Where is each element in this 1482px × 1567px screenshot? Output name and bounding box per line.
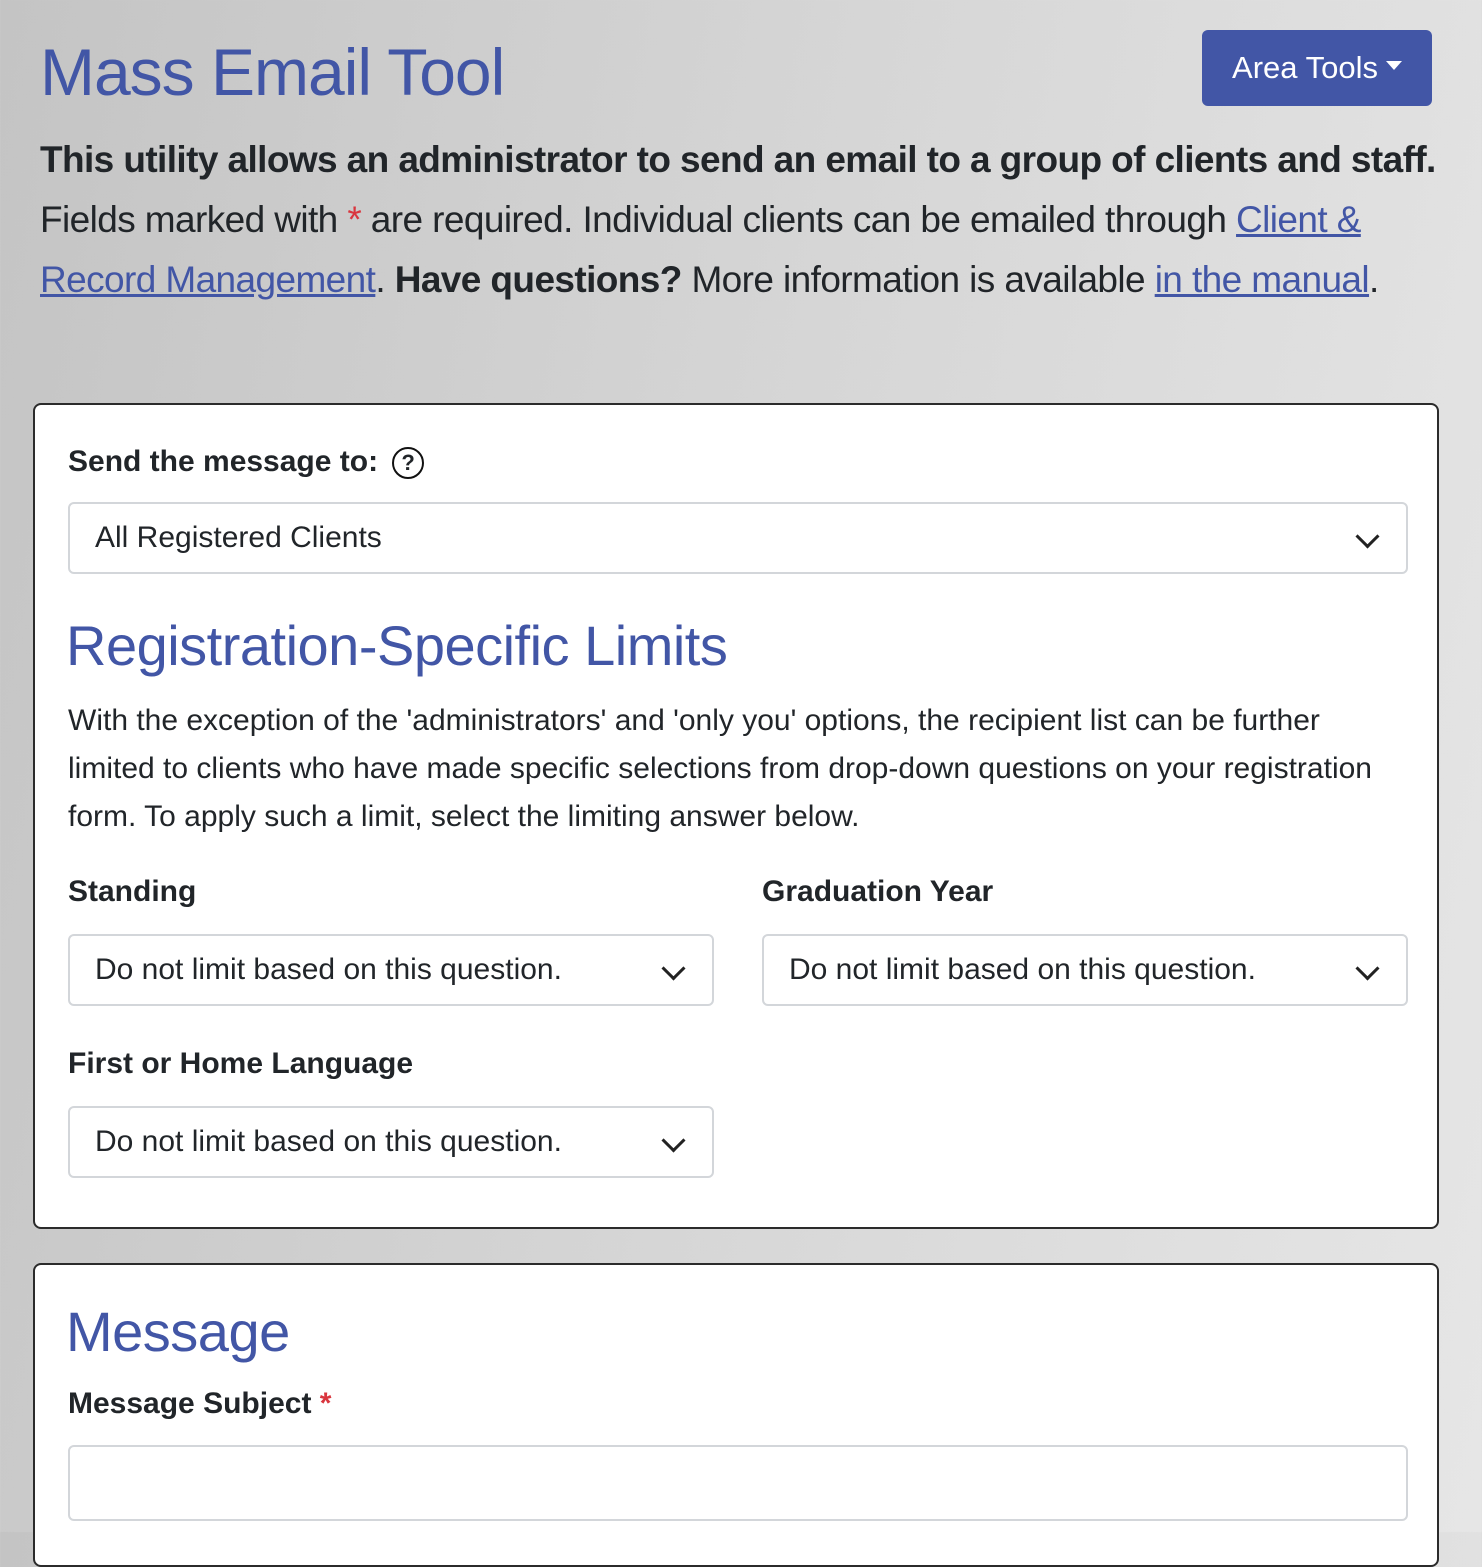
chevron-down-icon [661, 956, 685, 980]
subject-label [68, 1387, 331, 1421]
language-select[interactable] [68, 1106, 714, 1178]
language-selected: Do not limit based on this question. [95, 1125, 562, 1158]
intro-text [40, 130, 1440, 310]
client-record-management-link[interactable]: Client & Record Management [40, 199, 1361, 300]
subject-input[interactable] [68, 1445, 1408, 1521]
intro-text-2: are required. Individual clients can be emailed through [361, 199, 1237, 240]
manual-link[interactable]: in the manual [1154, 259, 1370, 300]
intro-text-3: . [375, 259, 395, 300]
chevron-down-icon [1355, 524, 1379, 548]
intro-text-4: More information is available [681, 259, 1155, 300]
help-icon[interactable]: ? [392, 447, 424, 479]
language-label: First or Home Language [68, 1047, 414, 1080]
graduation-year-select[interactable] [762, 934, 1408, 1006]
area-tools-button[interactable] [1202, 30, 1432, 106]
recipients-select[interactable] [68, 502, 1408, 574]
recipients-card [33, 403, 1439, 1229]
chevron-down-icon [661, 1128, 685, 1152]
required-mark: * [319, 1387, 332, 1420]
page-title: Mass Email Tool [40, 35, 505, 109]
intro-text-5: . [1369, 259, 1379, 300]
graduation-year-selected: Do not limit based on this question. [789, 953, 1256, 986]
message-heading: Message [66, 1300, 290, 1363]
limits-description: With the exception of the 'administrators' and 'only you' options, the recipient list can be further limited to clients who have made specific selections from drop-down questions on your registration form. To apply such a limit, select the limiting answer below. [68, 704, 1372, 833]
area-tools-label: Area Tools [1232, 50, 1378, 85]
limits-heading: Registration-Specific Limits [66, 614, 728, 677]
graduation-year-label: Graduation Year [762, 875, 994, 908]
send-to-label [68, 445, 424, 479]
chevron-down-icon [1355, 956, 1379, 980]
standing-select[interactable] [68, 934, 714, 1006]
caret-down-icon [1386, 61, 1402, 70]
intro-text-1: Fields marked with [40, 199, 348, 240]
required-mark: * [347, 199, 362, 240]
message-card [33, 1263, 1439, 1567]
subject-label-text: Message Subject [68, 1387, 312, 1420]
send-to-label-text: Send the message to: [68, 445, 379, 478]
standing-selected: Do not limit based on this question. [95, 953, 562, 986]
have-questions: Have questions? [394, 259, 682, 300]
standing-label: Standing [68, 875, 197, 908]
intro-lead: This utility allows an administrator to send an email to a group of clients and staff. [40, 139, 1436, 180]
recipients-selected: All Registered Clients [95, 521, 382, 554]
